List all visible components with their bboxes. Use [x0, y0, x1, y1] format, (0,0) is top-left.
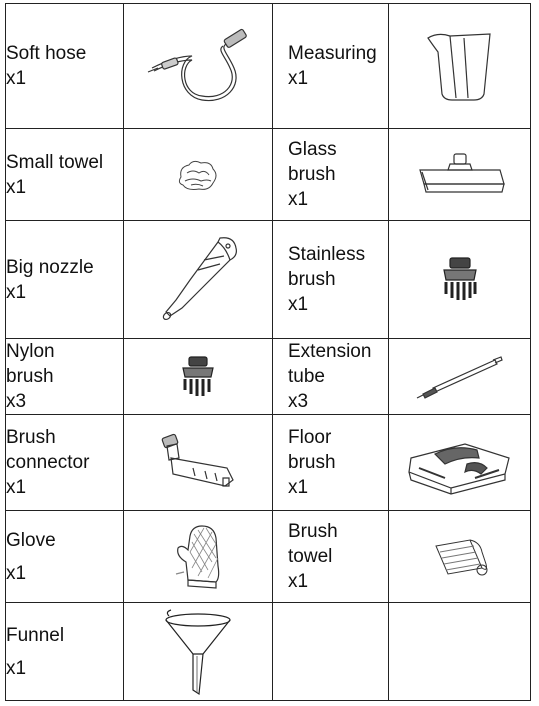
- glove-icon: [168, 522, 228, 592]
- part-name: Floor: [288, 427, 332, 448]
- part-name: Brush: [6, 427, 56, 448]
- part-name: Glass: [288, 139, 337, 160]
- part-name: Big nozzle: [6, 256, 94, 278]
- part-name: Funnel: [6, 624, 65, 646]
- part-name: Measuring: [288, 43, 377, 64]
- empty-cell: [273, 603, 389, 701]
- part-name: connector: [6, 452, 90, 473]
- funnel-icon: [163, 608, 233, 696]
- part-image-cell: [124, 221, 273, 339]
- table-row: [6, 415, 531, 511]
- part-quantity: x1: [6, 176, 27, 198]
- part-image-cell: [124, 603, 273, 701]
- part-name-cell: [273, 4, 389, 129]
- part-image-cell: [124, 415, 273, 511]
- part-quantity: x1: [288, 294, 309, 315]
- part-name-cell: [6, 339, 124, 415]
- part-image-cell: [124, 129, 273, 221]
- part-name: Extension: [288, 341, 372, 362]
- part-name: towel: [288, 546, 333, 567]
- part-image-cell: [124, 4, 273, 129]
- part-name-cell: [273, 221, 389, 339]
- part-quantity: x1: [6, 477, 27, 498]
- part-name: Stainless: [288, 244, 366, 265]
- part-image-cell: [389, 511, 531, 603]
- part-name-cell: [273, 511, 389, 603]
- table-row: [6, 339, 531, 415]
- part-quantity: x3: [288, 391, 309, 412]
- part-name-cell: [6, 415, 124, 511]
- part-image-cell: [124, 511, 273, 603]
- nylon-brush-icon: [178, 354, 218, 400]
- part-name-cell: [6, 511, 124, 603]
- part-image-cell: [389, 221, 531, 339]
- table-row: [6, 603, 531, 701]
- glass-brush-icon: [410, 150, 510, 200]
- small-towel-icon: [173, 155, 223, 195]
- accessories-table: [5, 3, 531, 701]
- empty-cell: [389, 603, 531, 701]
- part-image-cell: [389, 415, 531, 511]
- part-name-cell: [273, 339, 389, 415]
- part-name-cell: [6, 221, 124, 339]
- part-name-cell: [273, 129, 389, 221]
- part-quantity: x1: [6, 562, 27, 584]
- part-quantity: x1: [288, 571, 309, 592]
- part-name: brush: [288, 452, 336, 473]
- floor-brush-icon: [405, 428, 515, 498]
- part-name: Soft hose: [6, 43, 87, 64]
- measuring-cup-icon: [420, 26, 500, 106]
- part-name-cell: [6, 4, 124, 129]
- stainless-brush-icon: [438, 254, 482, 306]
- part-name: brush: [288, 269, 336, 290]
- part-quantity: x3: [6, 391, 27, 412]
- part-name: Glove: [6, 529, 56, 551]
- part-quantity: x1: [288, 68, 309, 89]
- table-row: [6, 129, 531, 221]
- part-image-cell: [389, 339, 531, 415]
- brush-connector-icon: [153, 428, 243, 498]
- part-name-cell: [273, 415, 389, 511]
- part-quantity: x1: [288, 189, 309, 210]
- table-row: [6, 4, 531, 129]
- soft-hose-icon: [138, 16, 258, 116]
- table-row: [6, 221, 531, 339]
- part-name: Small towel: [6, 151, 104, 173]
- part-name: tube: [288, 366, 325, 387]
- part-image-cell: [389, 4, 531, 129]
- part-name-cell: [6, 603, 124, 701]
- big-nozzle-icon: [148, 230, 248, 330]
- part-name-cell: [6, 129, 124, 221]
- brush-towel-icon: [430, 532, 490, 582]
- part-name: Brush: [288, 521, 338, 542]
- part-image-cell: [124, 339, 273, 415]
- part-image-cell: [389, 129, 531, 221]
- part-quantity: x1: [6, 281, 27, 303]
- part-name: Nylon: [6, 341, 55, 362]
- table-row: [6, 511, 531, 603]
- part-name: brush: [288, 164, 336, 185]
- part-quantity: x1: [288, 477, 309, 498]
- part-quantity: x1: [6, 68, 27, 89]
- extension-tube-icon: [415, 352, 505, 402]
- part-name: brush: [6, 366, 54, 387]
- part-quantity: x1: [6, 657, 27, 679]
